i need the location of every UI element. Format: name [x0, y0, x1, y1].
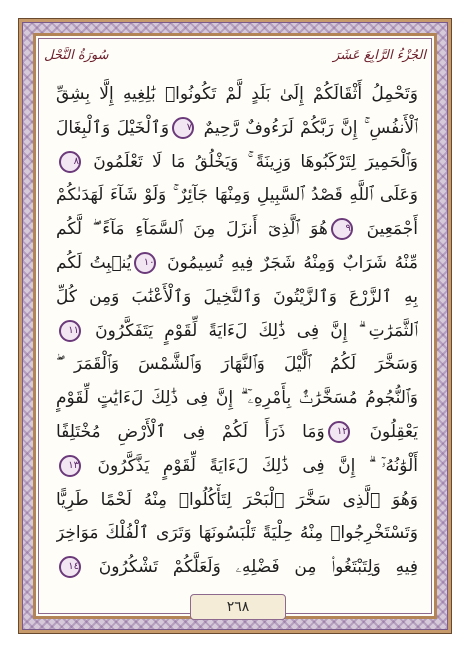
verse-text: وَمَا ذَرَأَ لَكُمْ فِى ٱلْأَرْضِ مُخْتَلِفًا — [56, 421, 325, 442]
verse-text: وَهُوَ ٱلَّذِى سَخَّرَ ٱلْبَحْرَ لِتَأْكُلُوا۟ مِنْهُ لَحْمًا طَرِيًّا — [56, 489, 418, 510]
text-line — [56, 416, 418, 450]
text-line — [56, 348, 418, 382]
verse-text: وَسَخَّرَ لَكُمُ ٱلَّيْلَ وَٱلنَّهَارَ وَٱلشَّمْسَ وَٱلْقَمَرَ ۖ — [56, 354, 418, 375]
ayah-number-marker: ١٤ — [59, 556, 81, 578]
juz-name: الجُزْءُ الرَّابِعَ عَشَرَ — [333, 47, 426, 63]
verse-text: فِيهِ وَلِتَبْتَغُوا۟ مِن فَضْلِهِۦ وَلَعَلَّكُمْ تَشْكُرُونَ — [84, 557, 418, 578]
verse-text: وَٱلْخَيْلَ وَٱلْبِغَالَ — [56, 117, 170, 138]
verse-text: أَلْوَٰنُهُۥٓ ۗ إِنَّ فِى ذَٰلِكَ لَءَايَةً لِّقَوْمٍ يَذَّكَّرُونَ — [84, 455, 418, 476]
ayah-number-marker: ٩ — [331, 218, 353, 240]
ayah-number-marker: ١٣ — [59, 455, 81, 477]
text-line — [56, 78, 418, 112]
ayah-number-marker: ١٢ — [328, 421, 350, 443]
verse-text: وَٱلْحَمِيرَ لِتَرْكَبُوهَا وَزِينَةً ۚ وَيَخْلُقُ مَا لَا تَعْلَمُونَ — [84, 151, 418, 172]
ayah-number-marker: ١١ — [59, 320, 81, 342]
text-line — [56, 213, 418, 247]
text-line — [56, 315, 418, 349]
text-line — [56, 484, 418, 518]
ayah-number-marker: ٧ — [172, 117, 194, 139]
verse-text: وَتَسْتَخْرِجُوا۟ مِنْهُ حِلْيَةً تَلْبَسُونَهَا وَتَرَى ٱلْفُلْكَ مَوَاخِرَ — [56, 523, 418, 544]
page-number: ٢٦٨ — [226, 599, 250, 615]
text-line — [56, 551, 418, 585]
ayah-number-marker: ٨ — [59, 151, 81, 173]
page-number-box — [190, 594, 286, 620]
verse-text: وَتَحْمِلُ أَثْقَالَكُمْ إِلَىٰ بَلَدٍ لَّمْ تَكُونُوا۟ بَٰلِغِيهِ إِلَّا بِشِقِّ — [56, 84, 418, 104]
verse-text: مِّنْهُ شَرَابٌ وَمِنْهُ شَجَرٌ فِيهِ تُسِيمُونَ — [159, 252, 418, 273]
surah-name: سُورَةُ النَّحْل — [44, 47, 109, 63]
verse-text: وَعَلَى ٱللَّهِ قَصْدُ ٱلسَّبِيلِ وَمِنْهَا جَآئِرٌ ۚ وَلَوْ شَآءَ لَهَدَىٰكُمْ — [56, 185, 418, 206]
ayah-number-marker: ١٠ — [134, 252, 156, 274]
verse-text: بِهِ ٱلزَّرْعَ وَٱلزَّيْتُونَ وَٱلنَّخِيلَ وَٱلْأَعْنَٰبَ وَمِن كُلِّ — [56, 286, 418, 307]
text-line — [56, 281, 418, 315]
verse-text: يَعْقِلُونَ — [352, 421, 418, 442]
text-line — [56, 247, 418, 281]
text-line — [56, 517, 418, 551]
page-header — [44, 44, 426, 66]
text-line — [56, 146, 418, 180]
verse-text: ٱلْأَنفُسِ ۚ إِنَّ رَبَّكُمْ لَرَءُوفٌ رَّحِيمٌ — [197, 117, 418, 138]
text-line — [56, 179, 418, 213]
verse-text: هُوَ ٱلَّذِىٓ أَنزَلَ مِنَ ٱلسَّمَآءِ مَآءً ۖ لَّكُم — [56, 219, 328, 240]
verse-text: يُنۢبِتُ لَكُم — [56, 252, 132, 273]
text-line — [56, 112, 418, 146]
text-line — [56, 450, 418, 484]
verse-text: ٱلثَّمَرَٰتِ ۗ إِنَّ فِى ذَٰلِكَ لَءَايَةً لِّقَوْمٍ يَتَفَكَّرُونَ — [84, 320, 418, 341]
quran-text-area — [56, 78, 418, 586]
verse-text: وَٱلنُّجُومُ مُسَخَّرَٰتٌۢ بِأَمْرِهِۦٓ ۗ إِنَّ فِى ذَٰلِكَ لَءَايَٰتٍ لِّقَوْمٍ — [56, 388, 418, 409]
text-line — [56, 382, 418, 416]
verse-text: أَجْمَعِينَ — [355, 219, 418, 240]
